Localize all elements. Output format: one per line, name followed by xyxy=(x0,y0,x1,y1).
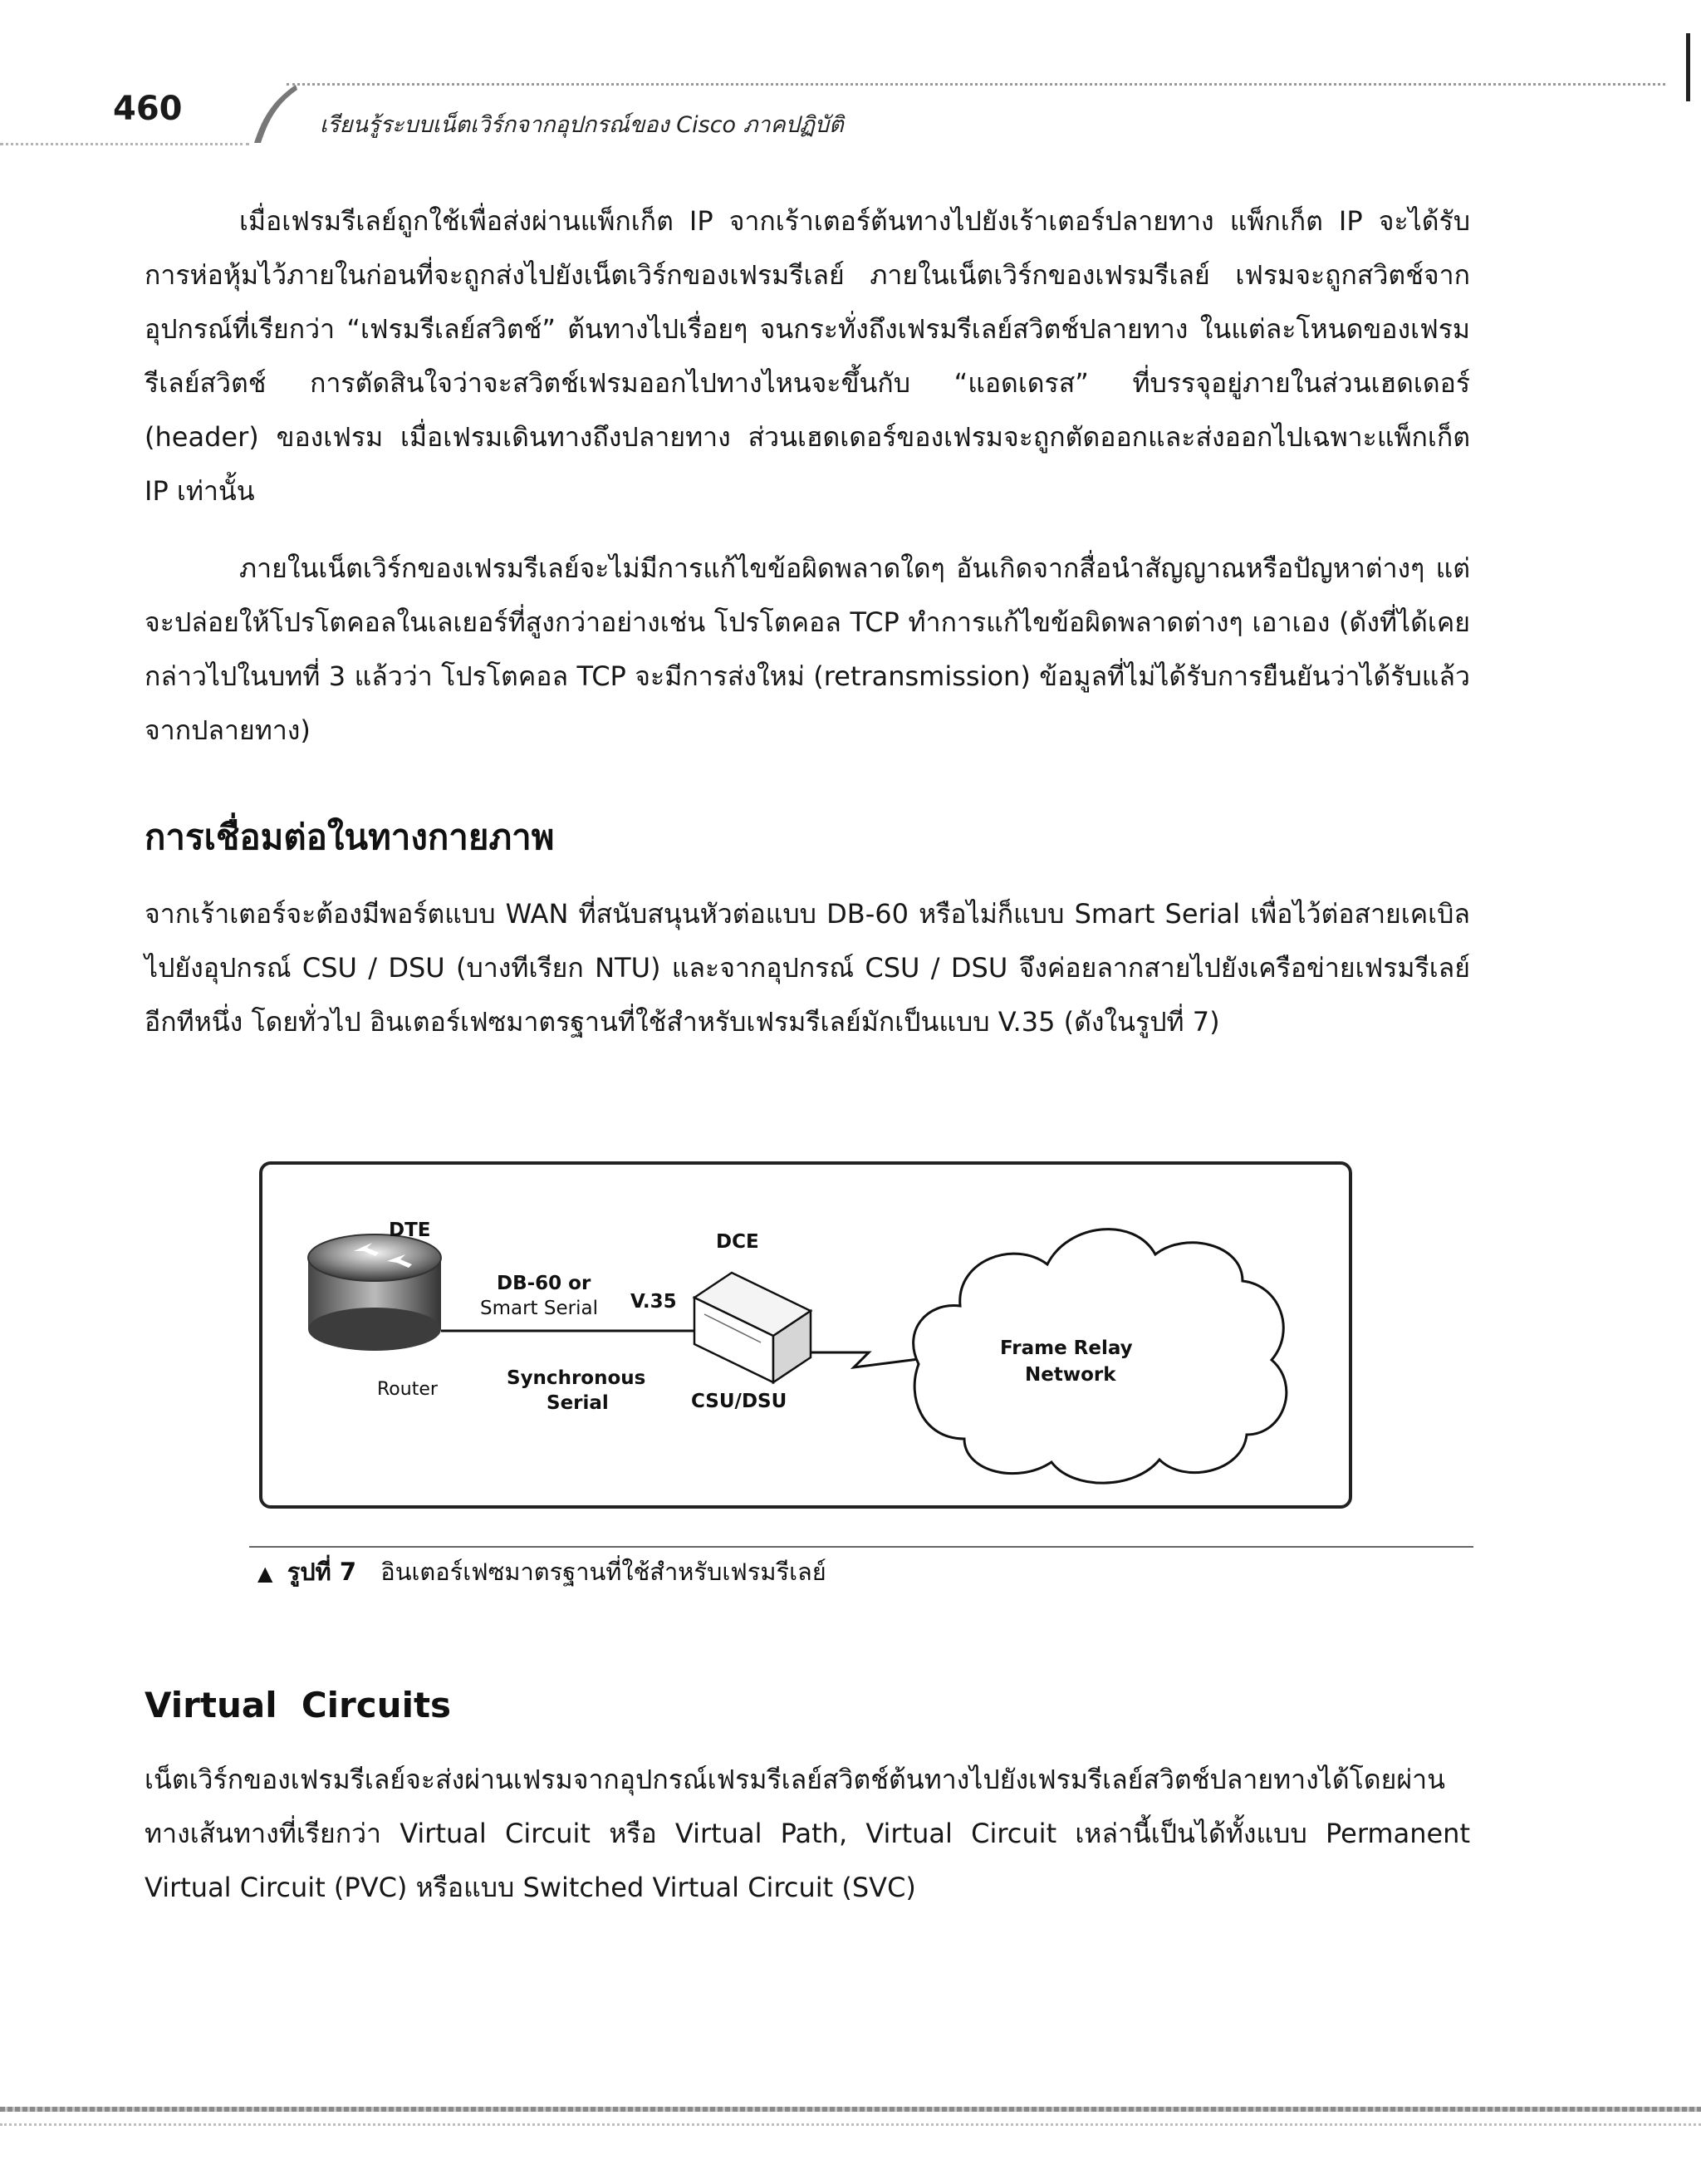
page-edge-mark xyxy=(1686,33,1690,101)
label-dte: DTE xyxy=(389,1220,431,1241)
label-csu-dsu: CSU/DSU xyxy=(691,1391,787,1412)
label-connector-line1: DB-60 or xyxy=(497,1273,591,1294)
label-sync-line2: Serial xyxy=(547,1392,609,1414)
caption-marker-icon: ▲ xyxy=(257,1562,273,1585)
router-icon xyxy=(308,1234,441,1351)
footer-rule-dotted xyxy=(0,2123,1701,2126)
label-router: Router xyxy=(377,1379,438,1400)
header-rule-left xyxy=(0,143,249,145)
paragraph-physical-connection: จากเร้าเตอร์จะต้องมีพอร์ตแบบ WAN ที่สนับสนุนหัวต่อแบบ DB-60 หรือไม่ก็แบบ Smart Serial เพื่อไว้ต่อสายเคเบิลไปยังอุปกรณ์ CSU / DSU (บางทีเรียก NTU) และจากอุปกรณ์ CSU / DSU จึงค่อยลากสายไปยังเครือข่ายเฟรมรีเลย์อีกทีหนึ่ง โดยทั่วไป อินเตอร์เฟซมาตรฐานที่ใช้สำหรับเฟรมรีเลย์มักเป็นแบบ V.35 (ดังในรูปที่ 7) xyxy=(145,898,1470,1038)
paragraph-frame-relay-ip: เมื่อเฟรมรีเลย์ถูกใช้เพื่อส่งผ่านแพ็กเก็ต IP จากเร้าเตอร์ต้นทางไปยังเร้าเตอร์ปลายทาง แพ็กเก็ต IP จะได้รับการห่อหุ้มไว้ภายในก่อนที่จะถูกส่งไปยังเน็ตเวิร์กของเฟรมรีเลย์ ภายในเน็ตเวิร์กของเฟรมรีเลย์ เฟรมจะถูกสวิตช์จากอุปกรณ์ที่เรียกว่า “เฟรมรีเลย์สวิตช์” ต้นทางไปเรื่อยๆ จนกระทั่งถึงเฟรมรีเลย์สวิตช์ปลายทาง ในแต่ละโหนดของเฟรมรีเลย์สวิตช์ การตัดสินใจว่าจะสวิตช์เฟรมออกไปทางไหนจะขึ้นกับ “แอดเดรส” ที่บรรจุอยู่ภายในส่วนเฮดเดอร์ (header) ของเฟรม เมื่อเฟรมเดินทางถึงปลายทาง ส่วนเฮดเดอร์ของเฟรมจะถูกตัดออกและส่งออกไปเฉพาะแพ็กเก็ต IP เท่านั้น xyxy=(145,205,1470,507)
label-sync-line1: Synchronous xyxy=(507,1367,646,1389)
figure-caption xyxy=(257,1553,826,1591)
csu-dsu-icon xyxy=(694,1273,811,1382)
header-swoosh-ornament xyxy=(249,81,299,145)
wan-link xyxy=(811,1352,919,1367)
page-number: 460 xyxy=(113,90,183,128)
header-rule xyxy=(287,83,1665,86)
footer-rule xyxy=(0,2107,1701,2112)
running-title: เรียนรู้ระบบเน็ตเวิร์กจากอุปกรณ์ของ Cisco ภาคปฏิบัติ xyxy=(320,112,844,138)
caption-number: รูปที่ 7 xyxy=(287,1558,357,1586)
section-heading-physical-connection: การเชื่อมต่อในทางกายภาพ xyxy=(145,817,555,857)
label-network-line2: Network xyxy=(1025,1364,1116,1386)
label-network-line1: Frame Relay xyxy=(1000,1337,1133,1359)
figure-frame-relay-interface xyxy=(259,1161,1352,1509)
section-heading-virtual-circuits: Virtual Circuits xyxy=(145,1685,452,1725)
caption-rule xyxy=(249,1546,1473,1548)
paragraph-virtual-circuits: เน็ตเวิร์กของเฟรมรีเลย์จะส่งผ่านเฟรมจากอุปกรณ์เฟรมรีเลย์สวิตช์ต้นทางไปยังเฟรมรีเลย์สวิตช์ปลายทางได้โดยผ่านทางเส้นทางที่เรียกว่า Virtual Circuit หรือ Virtual Path, Virtual Circuit เหล่านี้เป็นได้ทั้งแบบ Permanent Virtual Circuit (PVC) หรือแบบ Switched Virtual Circuit (SVC) xyxy=(145,1764,1470,1903)
label-connector-line2: Smart Serial xyxy=(480,1298,598,1319)
caption-text: อินเตอร์เฟซมาตรฐานที่ใช้สำหรับเฟรมรีเลย์ xyxy=(380,1558,826,1586)
figure-diagram xyxy=(262,1165,1349,1505)
paragraph-error-handling: ภายในเน็ตเวิร์กของเฟรมรีเลย์จะไม่มีการแก้ไขข้อผิดพลาดใดๆ อันเกิดจากสื่อนำสัญญาณหรือปัญหาต่างๆ แต่จะปล่อยให้โปรโตคอลในเลเยอร์ที่สูงกว่าอย่างเช่น โปรโตคอล TCP ทำการแก้ไขข้อผิดพลาดต่างๆ เอาเอง (ดังที่ได้เคยกล่าวไปในบทที่ 3 แล้วว่า โปรโตคอล TCP จะมีการส่งใหม่ (retransmission) ข้อมูลที่ไม่ได้รับการยืนยันว่าได้รับแล้วจากปลายทาง) xyxy=(145,552,1470,746)
label-v35: V.35 xyxy=(630,1291,677,1313)
label-dce: DCE xyxy=(716,1231,759,1253)
